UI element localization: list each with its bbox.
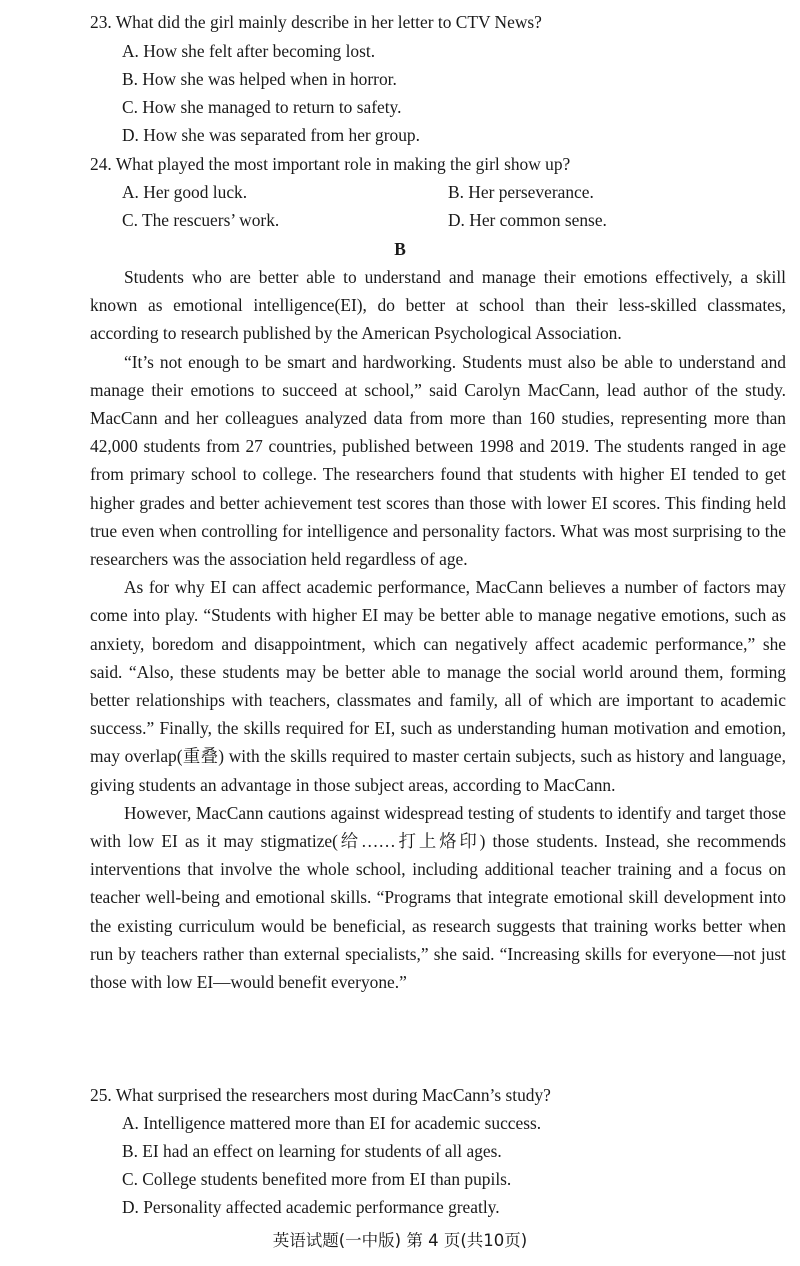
question-24-stem: 24. What played the most important role in making the girl show up? — [90, 154, 571, 174]
question-25-option-d: D. Personality affected academic performance greatly. — [122, 1197, 500, 1217]
question-25-option-b: B. EI had an effect on learning for students of all ages. — [122, 1141, 502, 1161]
question-23-option-a: A. How she felt after becoming lost. — [122, 41, 376, 61]
question-24-option-a: A. Her good luck. — [122, 182, 248, 202]
page-footer: 英语试题(一中版) 第 4 页(共10页) — [272, 1231, 528, 1250]
passage-paragraph-3: As for why EI can affect academic performance, MacCann believes a number of factors may come into play. “Students with higher EI may be better able to manage negative emotions, such as anxiety, boredom and disappointment, which can negatively affect academic performance,” she said. “Also, these students may be better able to manage the social world around them, forming better relationships with teachers, classmates and family, all of which are important to academic success.” Finally, the skills required for EI, such as understanding human motivation and emotion, may overlap(重叠) with the skills required to master certain subjects, such as history and language, giving students an advantage in those subject areas, according to MacCann. — [90, 577, 786, 795]
passage — [90, 263, 786, 996]
question-23-stem: 23. What did the girl mainly describe in her letter to CTV News? — [90, 12, 542, 32]
question-25-option-a: A. Intelligence mattered more than EI for academic success. — [122, 1113, 542, 1133]
question-25-stem: 25. What surprised the researchers most during MacCann’s study? — [90, 1085, 551, 1105]
section-label: B — [394, 239, 406, 259]
question-24-option-c: C. The rescuers’ work. — [122, 210, 280, 230]
question-24-option-b: B. Her perseverance. — [448, 182, 594, 202]
question-24-option-d: D. Her common sense. — [448, 210, 607, 230]
question-23-option-c: C. How she managed to return to safety. — [122, 97, 402, 117]
passage-paragraph-2: “It’s not enough to be smart and hardworking. Students must also be able to understand and manage their emotions to succeed at school,” said Carolyn MacCann, lead author of the study. MacCann and her colleagues analyzed data from more than 160 studies, representing more than 42,000 students from 27 countries, published between 1998 and 2019. The students ranged in age from primary school to college. The researchers found that students with higher EI tended to get higher grades and better achievement test scores than those with lower EI scores. This finding held true even when controlling for intelligence and personality factors. What was most surprising to the researchers was the association held regardless of age. — [90, 351, 786, 570]
passage-paragraph-4: However, MacCann cautions against widespread testing of students to identify and target those with low EI as it may stigmatize(给……打上烙印) those students. Instead, she recommends interventions that involve the whole school, including additional teacher training and a focus on teacher well-being and emotional skills. “Programs that integrate emotional skill development into the existing curriculum would be beneficial, as research suggests that training works better when run by teachers rather than external specialists,” she said. “Increasing skills for everyone—not just those with low EI—would benefit everyone.” — [90, 802, 786, 993]
passage-paragraph-1: Students who are better able to understand and manage their emotions effectively, a skill known as emotional intelligence(EI), do better at school than their less-skilled classmates, according to research published by the American Psychological Association. — [90, 267, 786, 344]
question-25-option-c: C. College students benefited more from EI than pupils. — [122, 1169, 512, 1189]
question-23-option-d: D. How she was separated from her group. — [122, 125, 420, 145]
question-23-option-b: B. How she was helped when in horror. — [122, 69, 397, 89]
